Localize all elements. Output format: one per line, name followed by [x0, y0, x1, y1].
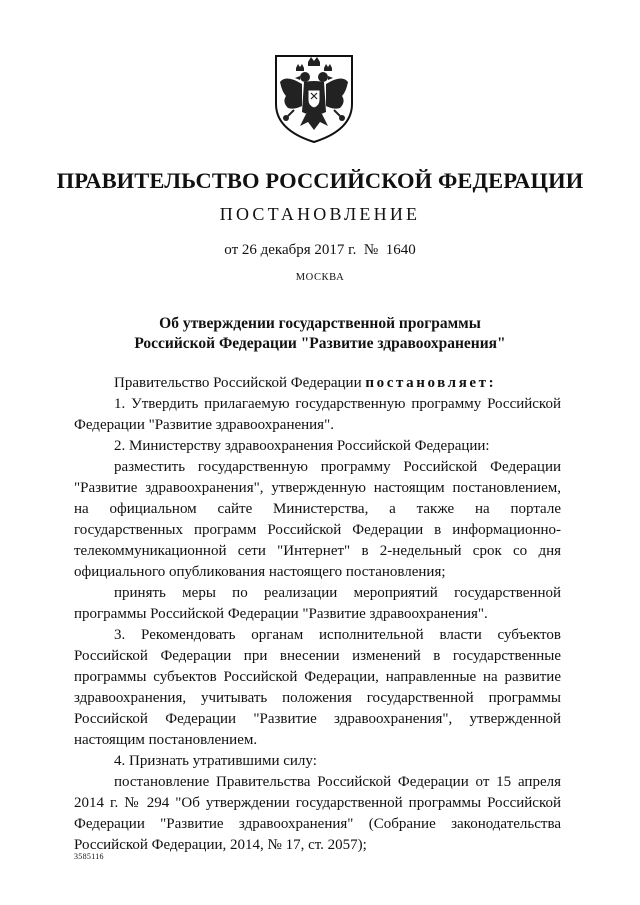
body-line: разместить государственную программу Российской Федерации [114, 459, 561, 475]
body-line: 2014 г. № 294 "Об утверждении государственной программы Российской [74, 795, 561, 811]
body-line: 4. Признать утратившими силу: [114, 753, 317, 769]
body-line: Федерации "Развитие здравоохранения". [74, 417, 334, 433]
body-line: Российской Федерации, 2014, № 17, ст. 2057); [74, 837, 367, 853]
body-line: телекоммуникационной сети "Интернет" в 2-недельный срок со дня [74, 543, 561, 559]
document-code: 3585116 [74, 852, 104, 861]
body-lines [74, 394, 561, 856]
government-name: ПРАВИТЕЛЬСТВО РОССИЙСКОЙ ФЕДЕРАЦИИ [56, 168, 584, 193]
body-line: Российской Федерации "Развитие здравоохранения", утвержденной [74, 711, 561, 727]
body-line: здравоохранения, учитывать положения государственной программы [74, 690, 561, 706]
body-line: постановление Правительства Российской Федерации от 15 апреля [114, 774, 561, 790]
body-line: "Развитие здравоохранения", утвержденную настоящим постановлением, [74, 480, 561, 496]
body-line: государственных программ Российской Федерации в информационно- [74, 522, 561, 538]
body-line: на официальном сайте Министерства, а также на портале [74, 501, 561, 517]
body-line: программы субъектов Российской Федерации, направленные на развитие [74, 669, 561, 685]
body-line: Федерации "Развитие здравоохранения" (Собрание законодательства [74, 816, 561, 832]
body-line: 3. Рекомендовать органам исполнительной власти субъектов [114, 627, 561, 643]
document-title [0, 314, 640, 354]
city: МОСКВА [295, 272, 345, 283]
body-line: принять меры по реализации мероприятий государственной [114, 585, 561, 601]
body-line: Российской Федерации при внесении изменений в государственные [74, 648, 561, 664]
body-line: официального опубликования настоящего постановления; [74, 564, 446, 580]
document-type: ПОСТАНОВЛЕНИЕ [219, 204, 421, 224]
intro-lead: Правительство Российской Федерации [114, 375, 366, 391]
body-line: 2. Министерству здравоохранения Российской Федерации: [114, 438, 490, 454]
coat-of-arms-icon [272, 52, 356, 144]
document-body [74, 373, 561, 856]
body-line: настоящим постановлением. [74, 732, 258, 748]
intro-paragraph [74, 373, 561, 394]
title-line-2: Российской Федерации "Развитие здравоохранения" [134, 335, 506, 352]
date-and-number: от 26 декабря 2017 г. № 1640 [224, 242, 416, 258]
intro-verb: постановляет: [365, 375, 497, 391]
title-line-1: Об утверждении государственной программы [159, 315, 481, 332]
body-line: 1. Утвердить прилагаемую государственную программу Российской [114, 396, 561, 412]
body-line: программы Российской Федерации "Развитие здравоохранения". [74, 606, 488, 622]
